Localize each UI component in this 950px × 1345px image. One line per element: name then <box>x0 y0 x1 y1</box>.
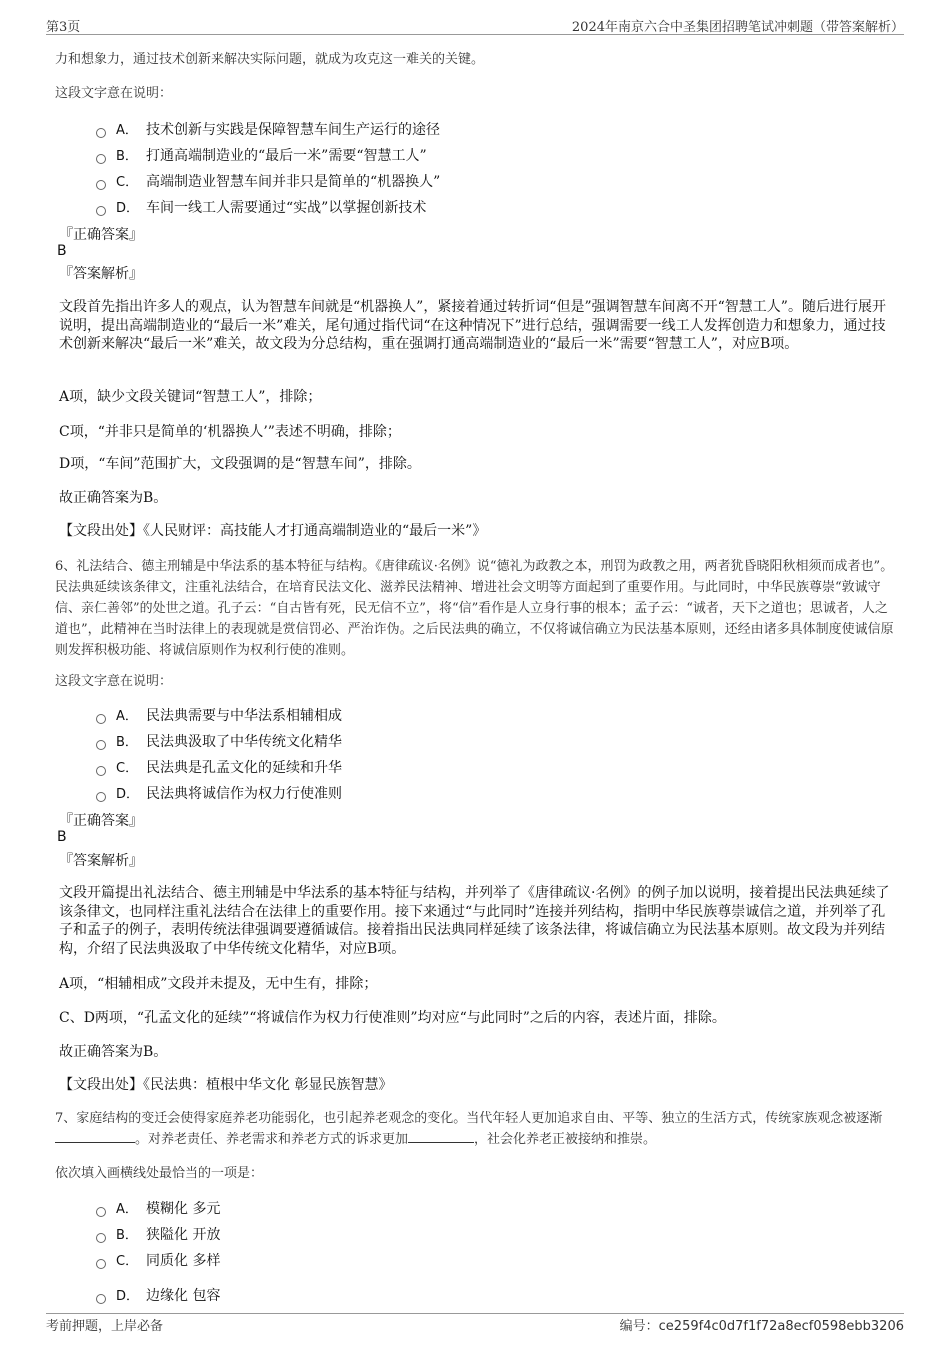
q7-option-c[interactable]: C． 同质化 多样 <box>96 1250 220 1270</box>
q6-answer-tag: 『正确答案』 <box>59 813 143 829</box>
q6-option-b[interactable]: B． 民法典汲取了中华传统文化精华 <box>96 731 342 751</box>
radio-icon[interactable] <box>96 740 106 750</box>
radio-icon[interactable] <box>96 206 106 216</box>
intro-text: 力和想象力，通过技术创新来解决实际问题，就成为攻克这一难关的关键。 <box>55 52 485 67</box>
q6-option-d[interactable]: D． 民法典将诚信作为权力行使准则 <box>96 783 342 803</box>
q5-source: 【文段出处】《人民财评：高技能人才打通高端制造业的“最后一米”》 <box>59 523 487 539</box>
radio-icon[interactable] <box>96 1259 106 1269</box>
radio-icon[interactable] <box>96 1233 106 1243</box>
q6-conclusion: 故正确答案为B。 <box>59 1044 168 1060</box>
q6-lead: 这段文字意在说明： <box>55 674 173 689</box>
radio-icon[interactable] <box>96 792 106 802</box>
q7-stem: 7、家庭结构的变迁会使得家庭养老功能弱化，也引起养老观念的变化。当代年轻人更加追求自由、平等、独立的生活方式，传统家族观念被逐渐。对养老责任、养老需求和养老方式的诉求更加 ，社会化养老正被接纳和推崇。 <box>55 1111 883 1147</box>
q6-option-c[interactable]: C． 民法典是孔孟文化的延续和升华 <box>96 757 342 777</box>
blank-2 <box>408 1130 474 1143</box>
q6-elim-a: A项，“相辅相成”文段并未提及，无中生有，排除； <box>59 976 378 992</box>
q5-option-d[interactable]: D． 车间一线工人需要通过“实战”以掌握创新技术 <box>96 197 426 217</box>
document-title: 2024年南京六合中圣集团招聘笔试冲刺题（带答案解析） <box>571 20 904 35</box>
radio-icon[interactable] <box>96 128 106 138</box>
q6-source: 【文段出处】《民法典：植根中华文化 彰显民族智慧》 <box>59 1077 393 1093</box>
q5-option-a[interactable]: A． 技术创新与实践是保障智慧车间生产运行的途径 <box>96 119 440 139</box>
radio-icon[interactable] <box>96 1207 106 1217</box>
radio-icon[interactable] <box>96 180 106 190</box>
q6-option-a[interactable]: A． 民法典需要与中华法系相辅相成 <box>96 705 342 725</box>
radio-icon[interactable] <box>96 154 106 164</box>
q7-option-d[interactable]: D． 边缘化 包容 <box>96 1285 220 1305</box>
q6-stem: 6、礼法结合、德主刑辅是中华法系的基本特征与结构。《唐律疏议·名例》说“德礼为政教之本，刑罚为政教之用，两者犹昏晓阳秋相须而成者也”。民法典延续该条律文，注重礼法结合，在培育民法文化、滋养民法精神、增进社会文明等方面起到了重要作用。与此同时，中华民族尊崇“敦诚守信、亲仁善邻”的处世之道。孔子云：“自古皆有死，民无信不立”，将“信”看作是人立身行事的根本；孟子云：“诚者，天下之道也；思诚者，人之道也”，此精神在当时法律上的表现就是赏信罚必、严治诈伪。之后民法典的确立，不仅将诚信确立为民法基本原则，还经由诸多具体制度使诚信原则发挥积极功能、将诚信原则作为权利行使的准则。 <box>55 559 894 658</box>
q5-conclusion: 故正确答案为B。 <box>59 490 168 506</box>
document-code: 编号：ce259f4c0d7f1f72a8ecf0598ebb3206 <box>619 1319 904 1334</box>
radio-icon[interactable] <box>96 714 106 724</box>
q7-option-b[interactable]: B． 狭隘化 开放 <box>96 1224 220 1244</box>
page-number: 第3页 <box>46 20 81 35</box>
q7-option-a[interactable]: A． 模糊化 多元 <box>96 1198 220 1218</box>
blank-1 <box>55 1130 135 1143</box>
footer-slogan: 考前押题，上岸必备 <box>46 1319 164 1334</box>
q5-answer: B <box>57 243 67 259</box>
q5-analysis: 文段首先指出许多人的观点，认为智慧车间就是“机器换人”，紧接着通过转折词“但是”强调智慧车间离不开“智慧工人”。随后进行展开说明，提出高端制造业的“最后一米”难关，尾句通过指代词“在这种情况下”进行总结，强调需要一线工人发挥创造力和想象力，通过技术创新来解决“最后一米”难关，故文段为分总结构，重在强调打通高端制造业的“最后一米”需要“智慧工人”，对应B项。 <box>59 299 886 352</box>
q5-elim-a: A项，缺少文段关键词“智慧工人”，排除； <box>59 389 322 405</box>
q5-option-b[interactable]: B． 打通高端制造业的“最后一米”需要“智慧工人” <box>96 145 427 165</box>
q5-elim-d: D项，“车间”范围扩大，文段强调的是“智慧车间”，排除。 <box>59 456 421 472</box>
q5-analysis-tag: 『答案解析』 <box>59 266 143 282</box>
radio-icon[interactable] <box>96 766 106 776</box>
radio-icon[interactable] <box>96 1294 106 1304</box>
q5-lead: 这段文字意在说明： <box>55 86 173 101</box>
q5-elim-c: C项，“并非只是简单的‘机器换人’”表述不明确，排除； <box>59 424 401 440</box>
page-footer <box>46 1313 904 1334</box>
page-header <box>46 14 904 35</box>
q6-elim-cd: C、D两项，“孔孟文化的延续”“将诚信作为权力行使准则”均对应“与此同时”之后的内容，表述片面，排除。 <box>59 1010 726 1026</box>
q5-answer-tag: 『正确答案』 <box>59 227 143 243</box>
q7-lead: 依次填入画横线处最恰当的一项是： <box>55 1166 264 1181</box>
q6-analysis-tag: 『答案解析』 <box>59 853 143 869</box>
q6-answer: B <box>57 829 67 845</box>
q6-analysis: 文段开篇提出礼法结合、德主刑辅是中华法系的基本特征与结构，并列举了《唐律疏议·名例》的例子加以说明，接着提出民法典延续了该条律文，也同样注重礼法结合在法律上的重要作用。接下来通过“与此同时”连接并列结构，指明中华民族尊崇诚信之道，并列举了孔子和孟子的例子，表明传统法律强调要遵循诚信。接着指出民法典同样延续了该条法律，将诚信确立为民法基本原则。故文段为并列结构，介绍了民法典汲取了中华传统文化精华，对应B项。 <box>59 885 890 957</box>
q5-option-c[interactable]: C． 高端制造业智慧车间并非只是简单的“机器换人” <box>96 171 440 191</box>
